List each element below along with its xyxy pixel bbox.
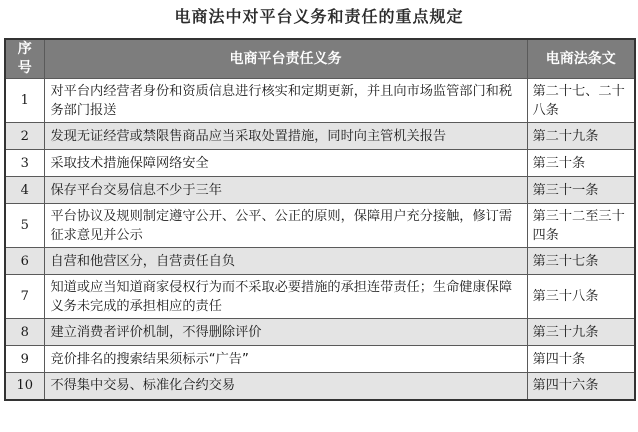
document-title: 电商法中对平台义务和责任的重点规定 (174, 7, 464, 26)
header-duty: 电商平台责任义务 (44, 39, 527, 79)
row-index: 1 (5, 79, 44, 123)
row-index: 8 (5, 319, 44, 346)
row-duty: 对平台内经营者身份和资质信息进行核实和定期更新，并且向市场监管部门和税务部门报送 (44, 79, 527, 123)
table-row (5, 204, 635, 248)
header-index: 序号 (5, 39, 44, 79)
table-row (5, 373, 635, 400)
row-index: 5 (5, 204, 44, 248)
row-duty: 知道或应当知道商家侵权行为而不采取必要措施的承担连带责任；生命健康保障义务未完成的承担相应的责任 (44, 275, 527, 319)
row-index: 3 (5, 150, 44, 177)
header-article: 电商法条文 (527, 39, 635, 79)
row-article: 第三十七条 (527, 248, 635, 275)
table-row (5, 346, 635, 373)
row-article: 第三十九条 (527, 319, 635, 346)
row-duty: 自营和他营区分，自营责任自负 (44, 248, 527, 275)
table-row (5, 79, 635, 123)
table-row (5, 123, 635, 150)
row-article: 第四十六条 (527, 373, 635, 400)
row-index: 9 (5, 346, 44, 373)
row-index: 6 (5, 248, 44, 275)
table-row (5, 275, 635, 319)
row-duty: 平台协议及规则制定遵守公开、公平、公正的原则，保障用户充分接触，修订需征求意见并公示 (44, 204, 527, 248)
row-article: 第三十一条 (527, 177, 635, 204)
row-index: 10 (5, 373, 44, 400)
row-index: 4 (5, 177, 44, 204)
row-duty: 采取技术措施保障网络安全 (44, 150, 527, 177)
table-row (5, 177, 635, 204)
table-row (5, 319, 635, 346)
row-duty: 竞价排名的搜索结果须标示“广告” (44, 346, 527, 373)
row-duty: 保存平台交易信息不少于三年 (44, 177, 527, 204)
row-article: 第三十二至三十四条 (527, 204, 635, 248)
row-index: 2 (5, 123, 44, 150)
regulations-table (4, 38, 636, 401)
table-row (5, 248, 635, 275)
row-duty: 发现无证经营或禁限售商品应当采取处置措施，同时向主管机关报告 (44, 123, 527, 150)
row-index: 7 (5, 275, 44, 319)
row-article: 第三十条 (527, 150, 635, 177)
table-row (5, 150, 635, 177)
row-duty: 不得集中交易、标准化合约交易 (44, 373, 527, 400)
row-article: 第二十九条 (527, 123, 635, 150)
row-article: 第二十七、二十八条 (527, 79, 635, 123)
row-article: 第四十条 (527, 346, 635, 373)
row-article: 第三十八条 (527, 275, 635, 319)
table-header-row (5, 39, 635, 79)
row-duty: 建立消费者评价机制，不得删除评价 (44, 319, 527, 346)
